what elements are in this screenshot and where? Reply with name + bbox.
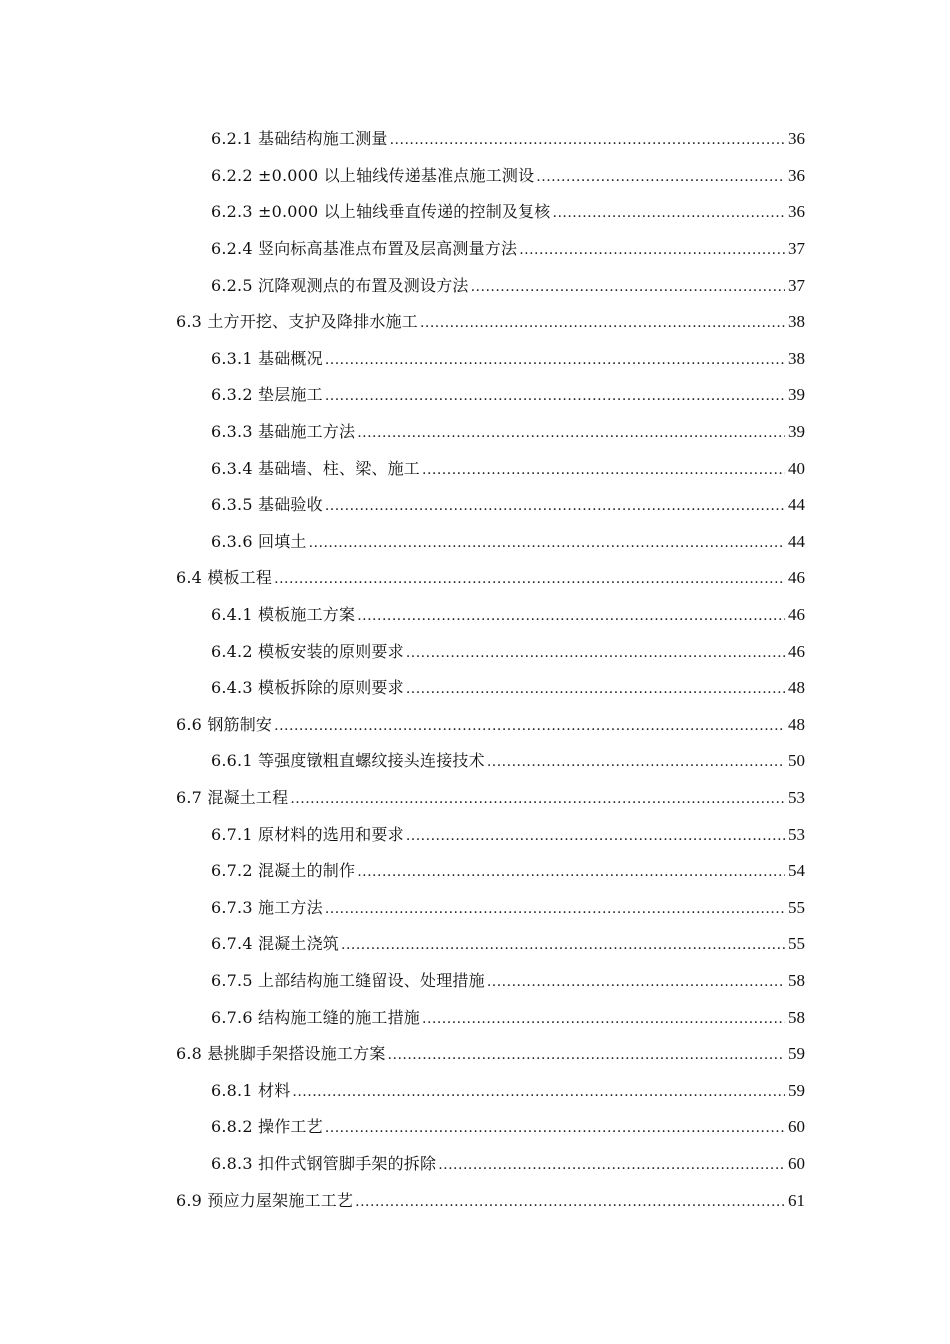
toc-entry[interactable] (0, 304, 950, 341)
toc-entry[interactable] (0, 963, 950, 1000)
toc-dot-leader (274, 569, 785, 589)
toc-dot-leader (325, 1118, 785, 1138)
toc-entry-title: 6.7.6 结构施工缝的施工措施 (211, 1007, 420, 1027)
toc-entry[interactable] (0, 377, 950, 414)
toc-entry-title: 6.8.3 扣件式钢管脚手架的拆除 (211, 1153, 437, 1173)
toc-dot-leader (438, 1155, 785, 1175)
toc-entry[interactable] (0, 999, 950, 1036)
toc-page-number: 37 (788, 275, 805, 295)
toc-entry-title: 6.7.4 混凝土浇筑 (211, 934, 339, 954)
toc-dot-leader (325, 899, 785, 919)
toc-entry-title: 6.8 悬挑脚手架搭设施工方案 (176, 1044, 386, 1064)
toc-page-number: 44 (788, 495, 805, 515)
toc-entry[interactable] (0, 1146, 950, 1183)
toc-entry-title: 6.4.3 模板拆除的原则要求 (211, 678, 404, 698)
toc-entry[interactable] (0, 597, 950, 634)
toc-dot-leader (341, 935, 785, 955)
toc-page-number: 38 (788, 348, 805, 368)
toc-entry[interactable] (0, 633, 950, 670)
toc-entry-title: 6.2.3 ±0.000 以上轴线垂直传递的控制及复核 (211, 202, 551, 222)
toc-page-number: 55 (788, 897, 805, 917)
toc-page-number: 36 (788, 202, 805, 222)
toc-page-number: 36 (788, 129, 805, 149)
toc-entry-title: 6.7.3 施工方法 (211, 897, 323, 917)
toc-page-number: 48 (788, 714, 805, 734)
toc-entry-title: 6.2.5 沉降观测点的布置及测设方法 (211, 275, 469, 295)
toc-dot-leader (422, 1009, 785, 1029)
toc-entry-title: 6.4 模板工程 (176, 568, 273, 588)
toc-page-number: 58 (788, 970, 805, 990)
toc-entry[interactable] (0, 194, 950, 231)
toc-entry[interactable] (0, 341, 950, 378)
toc-page-number: 46 (788, 605, 805, 625)
toc-entry[interactable] (0, 889, 950, 926)
toc-entry[interactable] (0, 816, 950, 853)
toc-page-number: 60 (788, 1117, 805, 1137)
toc-entry-title: 6.2.4 竖向标高基准点布置及层高测量方法 (211, 239, 518, 259)
toc-entry-title: 6.6 钢筋制安 (176, 714, 273, 734)
toc-page-number: 44 (788, 531, 805, 551)
toc-dot-leader (274, 716, 785, 736)
table-of-contents (0, 121, 950, 1219)
toc-entry[interactable] (0, 780, 950, 817)
toc-page-number: 40 (788, 458, 805, 478)
toc-entry[interactable] (0, 121, 950, 158)
toc-page-number: 58 (788, 1007, 805, 1027)
toc-dot-leader (290, 789, 785, 809)
toc-entry-title: 6.3 土方开挖、支护及降排水施工 (176, 312, 418, 332)
toc-entry-title: 6.3.5 基础验收 (211, 495, 323, 515)
toc-dot-leader (357, 423, 785, 443)
toc-page-number: 60 (788, 1153, 805, 1173)
toc-entry-title: 6.4.2 模板安装的原则要求 (211, 641, 404, 661)
toc-dot-leader (406, 826, 785, 846)
toc-page-number: 55 (788, 934, 805, 954)
toc-dot-leader (357, 862, 785, 882)
toc-page-number: 50 (788, 751, 805, 771)
toc-dot-leader (422, 460, 785, 480)
toc-entry-title: 6.2.1 基础结构施工测量 (211, 129, 388, 149)
toc-entry[interactable] (0, 670, 950, 707)
toc-entry[interactable] (0, 414, 950, 451)
toc-entry[interactable] (0, 1182, 950, 1219)
toc-page-number: 54 (788, 861, 805, 881)
toc-entry-title: 6.9 预应力屋架施工工艺 (176, 1190, 354, 1210)
toc-dot-leader (357, 606, 785, 626)
toc-page-number: 59 (788, 1044, 805, 1064)
toc-dot-leader (325, 386, 785, 406)
toc-dot-leader (519, 240, 785, 260)
toc-entry-title: 6.3.6 回填土 (211, 531, 307, 551)
toc-page-number: 38 (788, 312, 805, 332)
toc-page-number: 39 (788, 422, 805, 442)
toc-entry[interactable] (0, 707, 950, 744)
toc-page-number: 48 (788, 678, 805, 698)
toc-dot-leader (406, 643, 785, 663)
toc-entry[interactable] (0, 1072, 950, 1109)
toc-entry-title: 6.3.2 垫层施工 (211, 385, 323, 405)
toc-dot-leader (390, 130, 785, 150)
toc-entry[interactable] (0, 743, 950, 780)
toc-entry-title: 6.7.5 上部结构施工缝留设、处理措施 (211, 970, 485, 990)
toc-dot-leader (420, 313, 785, 333)
toc-dot-leader (292, 1082, 785, 1102)
toc-dot-leader (325, 496, 785, 516)
toc-entry[interactable] (0, 267, 950, 304)
toc-entry-title: 6.3.3 基础施工方法 (211, 422, 356, 442)
toc-page-number: 46 (788, 568, 805, 588)
toc-entry-title: 6.6.1 等强度镦粗直螺纹接头连接技术 (211, 751, 485, 771)
toc-entry[interactable] (0, 1036, 950, 1073)
toc-dot-leader (536, 167, 785, 187)
toc-dot-leader (487, 972, 785, 992)
toc-entry[interactable] (0, 524, 950, 561)
toc-entry-title: 6.3.4 基础墙、柱、梁、施工 (211, 458, 420, 478)
toc-entry-title: 6.3.1 基础概况 (211, 348, 323, 368)
toc-dot-leader (487, 752, 785, 772)
toc-dot-leader (553, 203, 786, 223)
toc-entry[interactable] (0, 450, 950, 487)
toc-dot-leader (355, 1192, 785, 1212)
toc-page-number: 53 (788, 787, 805, 807)
toc-dot-leader (388, 1045, 785, 1065)
toc-page-number: 46 (788, 641, 805, 661)
toc-entry[interactable] (0, 231, 950, 268)
toc-entry-title: 6.7.2 混凝土的制作 (211, 861, 356, 881)
toc-dot-leader (325, 350, 785, 370)
toc-entry[interactable] (0, 560, 950, 597)
toc-page-number: 37 (788, 239, 805, 259)
toc-entry-title: 6.7.1 原材料的选用和要求 (211, 824, 404, 844)
toc-entry[interactable] (0, 1109, 950, 1146)
toc-entry-title: 6.4.1 模板施工方案 (211, 605, 356, 625)
toc-entry-title: 6.8.1 材料 (211, 1080, 291, 1100)
toc-entry-title: 6.8.2 操作工艺 (211, 1117, 323, 1137)
toc-entry[interactable] (0, 926, 950, 963)
toc-page-number: 36 (788, 165, 805, 185)
toc-entry[interactable] (0, 853, 950, 890)
toc-page-number: 59 (788, 1080, 805, 1100)
toc-entry-title: 6.7 混凝土工程 (176, 787, 289, 807)
toc-page-number: 39 (788, 385, 805, 405)
toc-dot-leader (309, 533, 785, 553)
toc-page-number: 61 (788, 1190, 805, 1210)
toc-dot-leader (406, 679, 785, 699)
toc-entry-title: 6.2.2 ±0.000 以上轴线传递基准点施工测设 (211, 165, 535, 185)
toc-dot-leader (471, 277, 785, 297)
toc-entry[interactable] (0, 487, 950, 524)
toc-entry[interactable] (0, 158, 950, 195)
toc-page-number: 53 (788, 824, 805, 844)
